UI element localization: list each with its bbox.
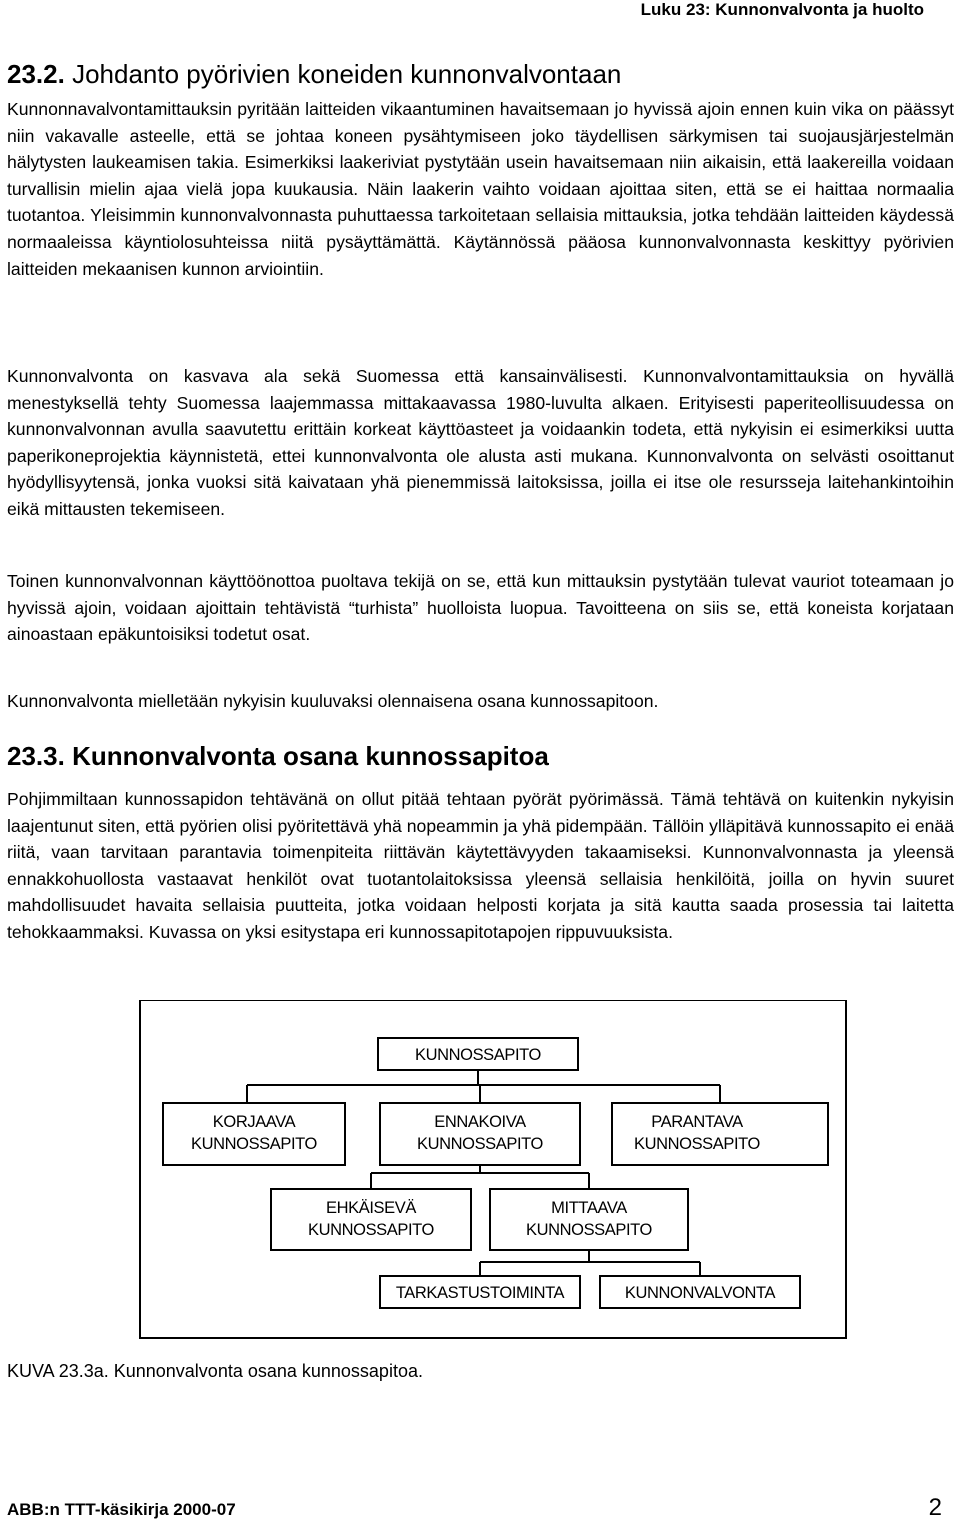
node-kunnonvalvonta [600,1276,800,1308]
node-ehkaiseva [271,1189,471,1250]
svg-text:KUNNOSSAPITO: KUNNOSSAPITO [190,1135,318,1153]
svg-text:KUNNONVALVONTA: KUNNONVALVONTA [624,1284,776,1302]
paragraph-summary: Kunnonvalvonta mielletään nykyisin kuuluvaksi olennaisena osana kunnossapitoon. [7,691,659,711]
section-title: Kunnonvalvonta osana kunnossapitoa [72,741,549,771]
section-number: 23.3. [7,741,65,771]
svg-text:KUNNOSSAPITO: KUNNOSSAPITO [633,1135,761,1153]
node-ennakoiva [380,1103,580,1165]
section-number: 23.2. [7,59,65,89]
page-number: 2 [928,1494,942,1521]
node-kunnossapito [378,1038,578,1070]
node-parantava [612,1103,828,1165]
section-heading-23-3 [7,740,549,772]
svg-text:KUNNOSSAPITO: KUNNOSSAPITO [525,1221,653,1239]
section-heading-23-2 [7,58,621,90]
svg-text:MITTAAVA: MITTAAVA [551,1199,627,1217]
paragraph-intro: Kunnonnavalvontamittauksin pyritään laitteiden vikaantuminen havaitsemaan jo hyvissä ajoin ennen kuin vika on päässyt niin vakavalle asteelle, että se johtaa koneen pysähtymiseen joko täydellisen särkymisen tai suojausjärjestelmän hälytysten laukeamisen takia. Esimerkiksi laakeriviat pystytään usein havaitsemaan niin aikaisin, että laakereilla voidaan turvallisin mielin ajaa vielä jopa kuukausia. Näin laakerin vaihto voidaan ajoittaa siten, että se ei haittaa normaalia tuotantoa. Yleisimmin kunnonvalvonnasta puhuttaessa tarkoitetaan sellaisia mittauksia, jotka tehdään laitteiden käydessä normaaleissa käyntiolosuhteissa niitä pysäyttämättä. Käytännössä pääosa kunnonvalvonnasta keskittyy pyörivien laitteiden mekaanisen kunnon arviointiin. [7,99,954,279]
running-header: Luku 23: Kunnonvalvonta ja huolto [640,0,924,19]
svg-text:EHKÄISEVÄ: EHKÄISEVÄ [326,1199,416,1217]
paragraph-growth: Kunnonvalvonta on kasvava ala sekä Suomessa että kansainvälisesti. Kunnonvalvontamittauksia on hyvällä menestyksellä tehty Suomessa laajemmassa mittakaavassa 1980-luvulta alkaen. Erityisesti paperiteollisuudessa on kunnonvalvonnan avulla saavutettu erittäin korkeat käyttöasteet ja voidaankin todeta, että nykyisin ei esimerkiksi uutta paperikoneprojektia käynnistetä, ettei kunnonvalvonta ole alusta asti mukana. Kunnonvalvonta on selvästi osoittanut hyödyllisyytensä, jonka vuoksi sitä kaivataan yhä pienemmissä laitoksissa, joilla ei itse ole resursseja laitehankintoihin eikä mittausten tekemiseen. [7,366,954,519]
paragraph-benefits: Toinen kunnonvalvonnan käyttöönottoa puoltava tekijä on se, että kun mittauksin pystytään tulevat vauriot toteamaan jo hyvissä ajoin, voidaan ajoittain tehtävistä “turhista” huolloista luopua. Tavoitteena on siis se, että koneista korjataan ainoastaan epäkuntoisiksi todetut osat. [7,571,954,645]
svg-text:KUNNOSSAPITO: KUNNOSSAPITO [307,1221,435,1239]
footer-source: ABB:n TTT-käsikirja 2000-07 [7,1500,236,1519]
node-tarkastustoiminta [380,1276,580,1308]
svg-text:KUNNOSSAPITO: KUNNOSSAPITO [414,1046,542,1064]
svg-text:TARKASTUSTOIMINTA: TARKASTUSTOIMINTA [395,1284,565,1302]
svg-text:ENNAKOIVA: ENNAKOIVA [434,1113,526,1131]
node-mittaava [490,1189,688,1250]
paragraph-maintenance: Pohjimmiltaan kunnossapidon tehtävänä on ollut pitää tehtaan pyörät pyörimässä. Tämä tehtävä on kuitenkin nykyisin laajentunut siten, että pyörien olisi pyöritettävä yhä nopeammin ja yhä pidempään. Tällöin ylläpitävä kunnossapito ei enää riitä, vaan tarvitaan parantavia toimenpiteita riittävän käytettävyyden takaamiseksi. Kunnonvalvonnasta ja yleensä ennakkohuollosta vastaavat henkilöt ovat tuotantolaitoksissa yleensä sellaisia henkilöitä, joilla on hyvin suuret mahdollisuudet havaita sellaisia puutteita, jotka voidaan helposti korjata ja sitä kautta saada prosessia tai laitetta tehokkaammaksi. Kuvassa on yksi esitystapa eri kunnossapitotapojen rippuvuuksista. [7,789,954,942]
svg-text:PARANTAVA: PARANTAVA [651,1113,743,1131]
maintenance-hierarchy-diagram [0,1000,960,1350]
section-title: Johdanto pyörivien koneiden kunnonvalvontaan [72,59,622,89]
svg-text:KUNNOSSAPITO: KUNNOSSAPITO [416,1135,544,1153]
svg-text:KORJAAVA: KORJAAVA [212,1113,296,1131]
figure-caption: KUVA 23.3a. Kunnonvalvonta osana kunnossapitoa. [7,1361,423,1381]
node-korjaava [163,1103,345,1165]
